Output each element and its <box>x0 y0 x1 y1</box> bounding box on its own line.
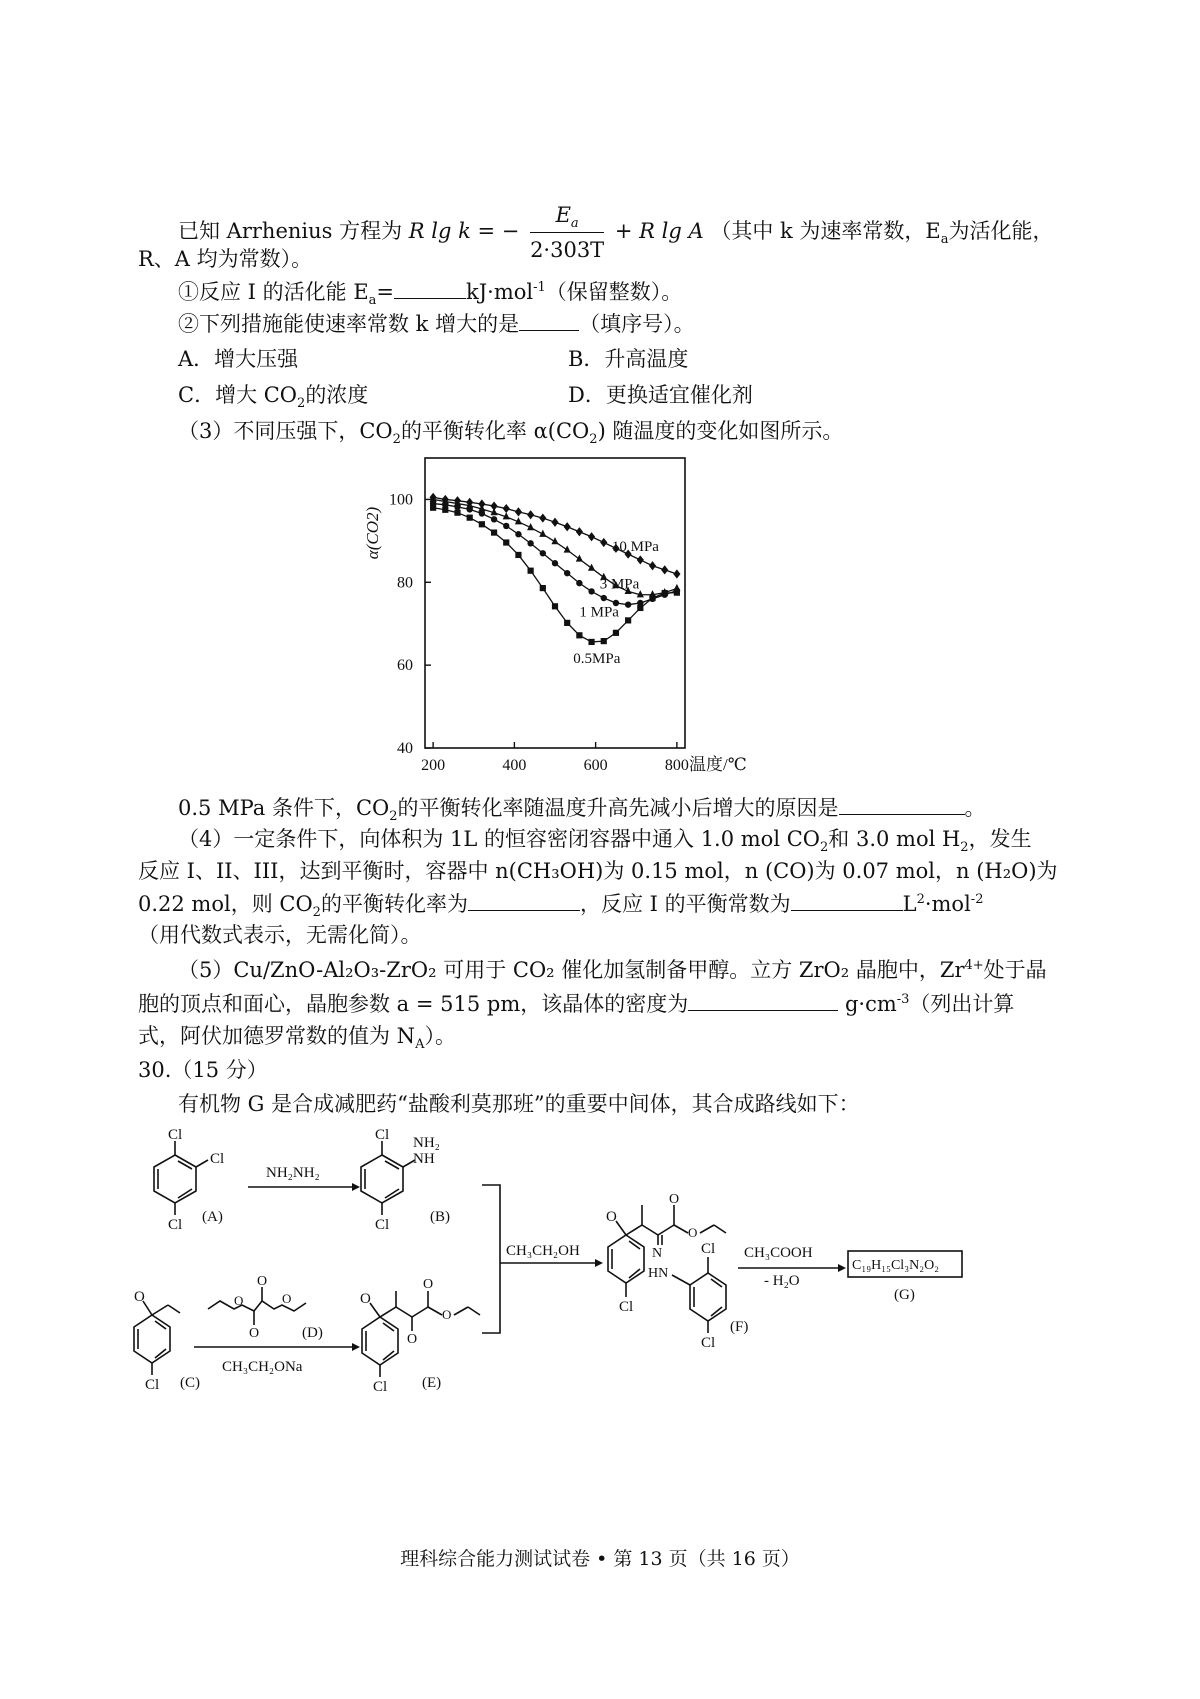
p5-l2-post: （列出计算 <box>909 992 1015 1016</box>
p4-unit2: ·mol <box>924 892 971 916</box>
part-4-line-1 <box>178 824 1032 854</box>
p5-l3-post: ）。 <box>424 1024 456 1048</box>
atom-cl: Cl <box>375 1217 390 1233</box>
q1-unit-sup: -1 <box>533 280 546 295</box>
answer-blank[interactable] <box>791 888 903 911</box>
data-point <box>552 603 558 609</box>
data-point <box>649 595 655 601</box>
p3-mid: 的平衡转化率 α(CO <box>400 419 590 443</box>
question-30-intro: 有机物 G 是合成减肥药“盐酸利莫那班”的重要中间体，其合成路线如下： <box>178 1092 860 1116</box>
data-point <box>551 518 558 527</box>
benzene-ring-a <box>154 1155 196 1203</box>
part-5-line-1 <box>178 955 1047 985</box>
p5-sup: 4+ <box>964 958 984 973</box>
series-line <box>433 508 677 642</box>
data-point <box>564 620 570 626</box>
p4-l3-mid: 的平衡转化率为 <box>320 892 468 916</box>
p4-post: ，发生 <box>968 827 1032 851</box>
compound-f <box>606 1192 748 1351</box>
label-g: (G) <box>894 1287 915 1303</box>
compound-g-formula: C₁₉H₁₅Cl₃N₂O₂ <box>852 1258 940 1273</box>
part-4-line-4: （用代数式表示，无需化简）。 <box>138 923 422 947</box>
benzene-ring-f2 <box>690 1273 726 1321</box>
p5-unit-sup: -3 <box>896 992 910 1007</box>
option-c <box>178 380 368 410</box>
p3-sub2: 2 <box>589 432 598 448</box>
atom-n: N <box>652 1246 663 1261</box>
data-point <box>576 527 583 536</box>
data-point <box>503 504 510 513</box>
part-5-line-2 <box>138 988 1014 1019</box>
data-point <box>539 513 546 522</box>
atom-cl: Cl <box>619 1299 634 1315</box>
intro-line-2: R、A 均为常数）。 <box>138 247 313 271</box>
p4-l3-text: 0.22 mol，则 CO <box>138 892 313 916</box>
conversion-chart <box>350 450 770 790</box>
reagent-ethanol: CH₃CH₂OH <box>506 1243 580 1259</box>
answer-blank[interactable] <box>688 988 838 1011</box>
option-a: A．增大压强 <box>178 347 299 371</box>
data-point <box>601 595 607 601</box>
p4-unit2-sup: -2 <box>970 892 984 907</box>
y-tick-label: 80 <box>397 574 413 592</box>
series-label: 10 MPa <box>611 539 659 556</box>
x-tick-label: 800 <box>664 757 689 774</box>
q1-post: （保留整数）。 <box>545 280 683 304</box>
x-tick-label: 400 <box>502 757 527 774</box>
data-point <box>674 590 680 596</box>
data-point <box>528 568 534 574</box>
atom-hn: HN <box>648 1266 669 1281</box>
option-c-sub: 2 <box>297 396 306 412</box>
p5-l3-text: 式，阿伏加德罗常数的值为 N <box>138 1024 416 1048</box>
data-point <box>637 555 644 564</box>
atom-nh2: NH₂ <box>413 1135 440 1151</box>
svg-text:O: O <box>360 1291 371 1307</box>
reagent-sodium-ethoxide: CH₃CH₂ONa <box>222 1359 303 1375</box>
data-point <box>588 532 595 541</box>
reagent-hydrazine: NH₂NH₂ <box>266 1165 320 1181</box>
svg-text:O: O <box>282 1291 292 1306</box>
p5-post: 处于晶 <box>983 958 1047 982</box>
data-point <box>515 531 521 537</box>
data-point <box>527 540 533 546</box>
label-b: (B) <box>430 1209 450 1225</box>
p5-unit: g·cm <box>844 992 897 1016</box>
data-point <box>637 605 643 611</box>
option-c-post: 的浓度 <box>305 383 369 407</box>
data-point <box>576 632 582 638</box>
p4-unit: L <box>902 892 917 916</box>
benzene-ring-c <box>134 1315 170 1363</box>
atom-cl: Cl <box>373 1379 388 1395</box>
benzene-ring-b <box>361 1155 403 1203</box>
p3b-post: 的平衡转化率随温度升高先减小后增大的原因是 <box>397 796 839 820</box>
p3-sub: 2 <box>392 432 401 448</box>
data-point <box>479 510 485 516</box>
p4-l3-sub: 2 <box>312 905 321 921</box>
benzene-ring-e <box>362 1317 398 1365</box>
option-c-text: C．增大 CO <box>178 383 298 407</box>
label-d: (D) <box>302 1325 323 1341</box>
svg-text:O: O <box>249 1326 260 1341</box>
data-point <box>600 538 607 547</box>
y-tick-label: 100 <box>389 491 413 509</box>
compound-a <box>154 1127 224 1233</box>
svg-text:O: O <box>407 1332 418 1347</box>
answer-blank[interactable] <box>394 276 466 299</box>
data-point <box>613 630 619 636</box>
p5-l2-text: 胞的顶点和面心，晶胞参数 a = 515 pm，该晶体的密度为 <box>138 992 689 1016</box>
x-axis-label: 温度/℃ <box>689 755 747 774</box>
part-3 <box>178 416 843 446</box>
compound-d <box>208 1274 323 1341</box>
p3-text: （3）不同压强下，CO <box>178 419 393 443</box>
x-tick-label: 200 <box>421 757 446 774</box>
intro-sub: a <box>940 232 949 248</box>
data-point <box>466 506 472 512</box>
svg-text:O: O <box>606 1209 617 1225</box>
answer-blank[interactable] <box>519 308 579 331</box>
q1-sub: a <box>368 293 377 309</box>
data-point <box>503 523 509 529</box>
y-tick-label: 40 <box>397 740 413 757</box>
compound-e <box>360 1277 480 1395</box>
data-point <box>625 601 631 607</box>
p5-l3-sub: A <box>415 1037 425 1053</box>
reagent-acetic-acid: CH₃COOH <box>744 1245 813 1261</box>
part-3-question: 0.5 MPa 条件下，$CO_2$的平衡转化率随温度升高先减小后增大的原因是 。 <box>178 792 986 823</box>
q1-unit: kJ·mol <box>466 280 534 304</box>
data-point <box>661 565 668 574</box>
p4-mid: 和 3.0 mol H <box>828 827 961 851</box>
equation-rhs: + R lg A <box>614 219 704 243</box>
data-point <box>662 590 668 596</box>
answer-blank[interactable] <box>468 888 580 911</box>
data-point <box>515 507 522 516</box>
data-point <box>503 539 509 545</box>
question-30-heading: 30.（15 分） <box>138 1058 268 1082</box>
intro-text-2: （其中 k 为速率常数，E <box>710 219 941 243</box>
series-label: 1 MPa <box>579 604 619 621</box>
fraction-numerator-sub: a <box>570 216 579 232</box>
part-4-line-2: 反应 I、II、III，达到平衡时，容器中 n(CH₃OH)为 0.15 mol，n (CO)为 0.07 mol，n (H₂O)为 <box>138 859 1058 883</box>
benzene-ring-f1 <box>608 1235 644 1283</box>
compound-c <box>134 1289 200 1393</box>
data-point <box>479 521 485 527</box>
svg-text:O: O <box>423 1277 434 1292</box>
data-point <box>576 554 583 561</box>
question-1 <box>178 276 682 307</box>
svg-text:O: O <box>688 1225 698 1240</box>
data-point <box>649 561 656 570</box>
label-e: (E) <box>422 1375 442 1391</box>
data-point <box>515 552 521 558</box>
equation-fraction <box>530 200 604 265</box>
equation-lhs: R lg k = − <box>408 219 520 243</box>
label-c: (C) <box>180 1375 200 1391</box>
atom-cl: Cl <box>701 1335 716 1351</box>
atom-cl: Cl <box>168 1217 183 1233</box>
atom-nh: NH <box>413 1151 435 1167</box>
atom-cl: Cl <box>701 1241 716 1257</box>
p4-sub2: 2 <box>960 840 969 856</box>
svg-text:O: O <box>257 1274 268 1289</box>
series-label: 0.5MPa <box>573 651 621 668</box>
part-5-line-3 <box>138 1021 456 1051</box>
bracket <box>482 1185 500 1333</box>
data-point <box>467 515 473 521</box>
data-point <box>564 570 570 576</box>
fraction-denominator: 2·303T <box>530 238 605 262</box>
data-point <box>564 522 571 531</box>
data-point <box>588 639 594 645</box>
data-point <box>442 507 448 513</box>
data-point <box>454 510 460 516</box>
p4-text: （4）一定条件下，向体积为 1L 的恒容密闭容器中通入 1.0 mol CO <box>178 827 820 851</box>
data-point <box>491 516 497 522</box>
answer-blank[interactable] <box>839 792 965 815</box>
data-point <box>552 560 558 566</box>
p5-text: （5）Cu/ZnO-Al₂O₃-ZrO₂ 可用于 CO₂ 催化加氢制备甲醇。立方 ZrO₂ 晶胞中，Zr <box>178 958 965 982</box>
data-point <box>540 585 546 591</box>
p4-unit-sup: 2 <box>916 892 925 907</box>
svg-text:O: O <box>134 1289 145 1305</box>
svg-text:O: O <box>669 1192 680 1207</box>
data-point <box>673 569 680 578</box>
p3b-sub: 2 <box>389 809 398 825</box>
data-point <box>430 505 436 511</box>
part-4-line-3 <box>138 888 983 919</box>
atom-cl: Cl <box>145 1377 160 1393</box>
q1-text: ①反应 I 的活化能 E <box>178 280 369 304</box>
reagent-minus-water: - H₂O <box>764 1273 800 1289</box>
p3b-text: 0.5 MPa 条件下，CO <box>178 796 390 820</box>
y-axis-label: α(CO2) <box>363 506 382 560</box>
question-2 <box>178 308 695 339</box>
series-label: 3 MPa <box>599 576 640 593</box>
option-d: D．更换适宜催化剂 <box>568 383 753 407</box>
label-a: (A) <box>202 1209 223 1225</box>
data-point <box>576 580 582 586</box>
atom-cl: Cl <box>210 1151 225 1167</box>
data-point <box>527 510 534 519</box>
atom-cl: Cl <box>168 1127 183 1143</box>
synthesis-scheme <box>130 1125 1070 1415</box>
intro-text: 已知 Arrhenius 方程为 <box>178 219 403 243</box>
atom-cl: Cl <box>375 1127 390 1143</box>
data-point <box>625 617 631 623</box>
data-point <box>601 638 607 644</box>
compound-b <box>361 1127 450 1233</box>
data-point <box>588 588 594 594</box>
fraction-numerator: E <box>555 203 571 227</box>
y-tick-label: 60 <box>397 657 413 675</box>
label-f: (F) <box>730 1319 749 1335</box>
q1-eq: = <box>376 280 395 304</box>
data-point <box>454 504 460 510</box>
x-tick-label: 600 <box>583 757 608 774</box>
svg-text:O: O <box>234 1293 244 1308</box>
p4-l3-mid2: ，反应 I 的平衡常数为 <box>579 892 791 916</box>
p3-post: ) 随温度的变化如图所示。 <box>597 419 844 443</box>
data-point <box>588 564 595 571</box>
data-point <box>491 529 497 535</box>
option-b: B．升高温度 <box>568 347 689 371</box>
svg-text:O: O <box>442 1307 452 1322</box>
data-point <box>540 550 546 556</box>
p4-sub: 2 <box>820 840 829 856</box>
q2-text: ②下列措施能使速率常数 k 增大的是 <box>178 312 520 336</box>
page-footer: 理科综合能力测试试卷 • 第 13 页（共 16 页） <box>400 1548 800 1570</box>
intro-text-3: 为活化能， <box>948 219 1054 243</box>
q2-post: （填序号）。 <box>579 312 695 336</box>
